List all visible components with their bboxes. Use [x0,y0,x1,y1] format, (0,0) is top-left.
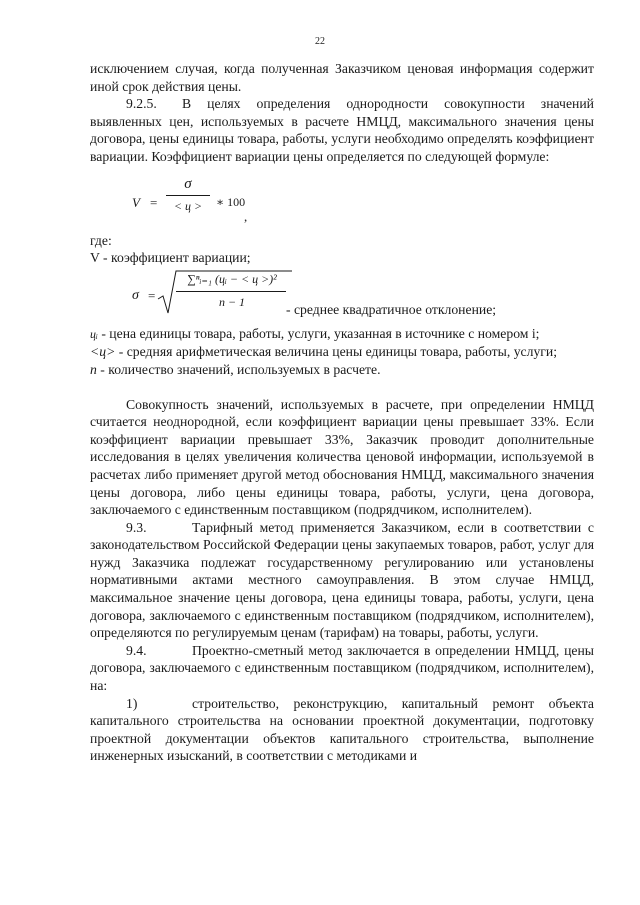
page-number: 22 [315,36,325,47]
where-label: где: [90,232,112,248]
formula-fraction [166,176,210,216]
formula-numerator: ∑ⁿᵢ₌₁ (цᵢ − < ц >)² [187,271,277,286]
ci-definition [90,325,594,344]
list-item-text: строительство, реконструкцию, капитальный ремонт объекта капитального строительства на основании проектной документации, подготовку проектной документации объектов капитального строительства, выполнение инженерных изысканий, в соответствии с методиками и [90,695,594,764]
paragraph-continuation: исключением случая, когда полученная Заказчиком ценовая информация содержит иной срок действия цены. [90,61,594,94]
list-item-1 [90,695,594,765]
paragraph-9-3 [90,519,594,642]
ci-symbol: цᵢ [90,326,98,341]
paragraph-heterogeneity: Совокупность значений, используемых в расчете, при определении НМЦД считается неоднородной, если коэффициент вариации цены превышает 33%. Если коэффициент вариации превышает 33%, Заказчик проводит дополнительные исследования в целях увеличения количества ценовой информации, используемой в расчетах либо применяет другой метод обоснования НМЦД, максимального значения цены договора, либо цены единицы товара, работы, услуги, цена договора, заключаемого с единственным поставщиком (подрядчиком, исполнителем). [90,396,594,518]
clause-number: 9.3. [126,519,147,535]
formula-denominator: < ц > [173,198,203,213]
formula-numerator: σ [184,175,192,192]
avg-definition [90,343,594,361]
n-definition [90,361,594,379]
clause-number: 9.2.5. [126,96,157,112]
clause-text: В целях определения однородности совокупности значений выявленных цен, используемых в расчете НМЦД, максимального значения цены договора, цены единицы товара, работы, услуги необходимо определять коэффициент вариации. Коэффициент вариации цены определяется по следующей формуле: [90,96,594,164]
clause-text: Проектно-сметный метод заключается в определении НМЦД, цены договора, заключаемого с единственным поставщиком (подрядчиком, исполнителем), на: [90,642,594,694]
formula-lhs: σ [132,287,139,303]
paragraph-9-4 [90,642,594,695]
std-deviation-description: - среднее квадратичное отклонение; [286,301,497,317]
v-definition: V - коэффициент вариации; [90,250,251,266]
document-body [90,60,594,765]
formula-lhs: V [132,194,140,210]
ci-text: - цена единицы товара, работы, услуги, указанная в источнике с номером i; [101,325,540,341]
formula-equals: = [148,287,156,303]
paragraph-9-2-5 [90,95,594,165]
fraction-bar [176,291,286,292]
formula-equals: = [150,194,158,210]
fraction-bar [166,195,210,196]
spacer [90,379,594,396]
std-deviation-formula [90,267,594,319]
avg-symbol: <ц> [90,344,116,360]
clause-number: 9.4. [126,642,147,658]
formula-comma: , [244,208,248,224]
variation-formula [90,176,594,232]
formula-denominator: n − 1 [218,294,246,309]
n-text: - количество значений, используемых в расчете. [100,361,381,377]
n-symbol: n [90,361,97,377]
list-item-number: 1) [126,695,138,711]
formula-multiplier: ∗ 100 [216,194,246,209]
clause-text: Тарифный метод применяется Заказчиком, если в соответствии с законодательством Российской Федерации цены закупаемых товаров, работ, услуг для нужд Заказчика подлежат государственному регулированию или установлены нормативными актами местного самоуправления. В этом случае НМЦД, максимальное значение цены договора, цена единицы товара, работы, услуги, цена договора, заключаемого с единственным поставщиком (подрядчиком, исполнителем), определяются по регулируемым ценам (тарифам) на товары, работы, услуги. [90,519,594,641]
avg-text: - средняя арифметическая величина цены единицы товара, работы, услуги; [118,344,558,360]
